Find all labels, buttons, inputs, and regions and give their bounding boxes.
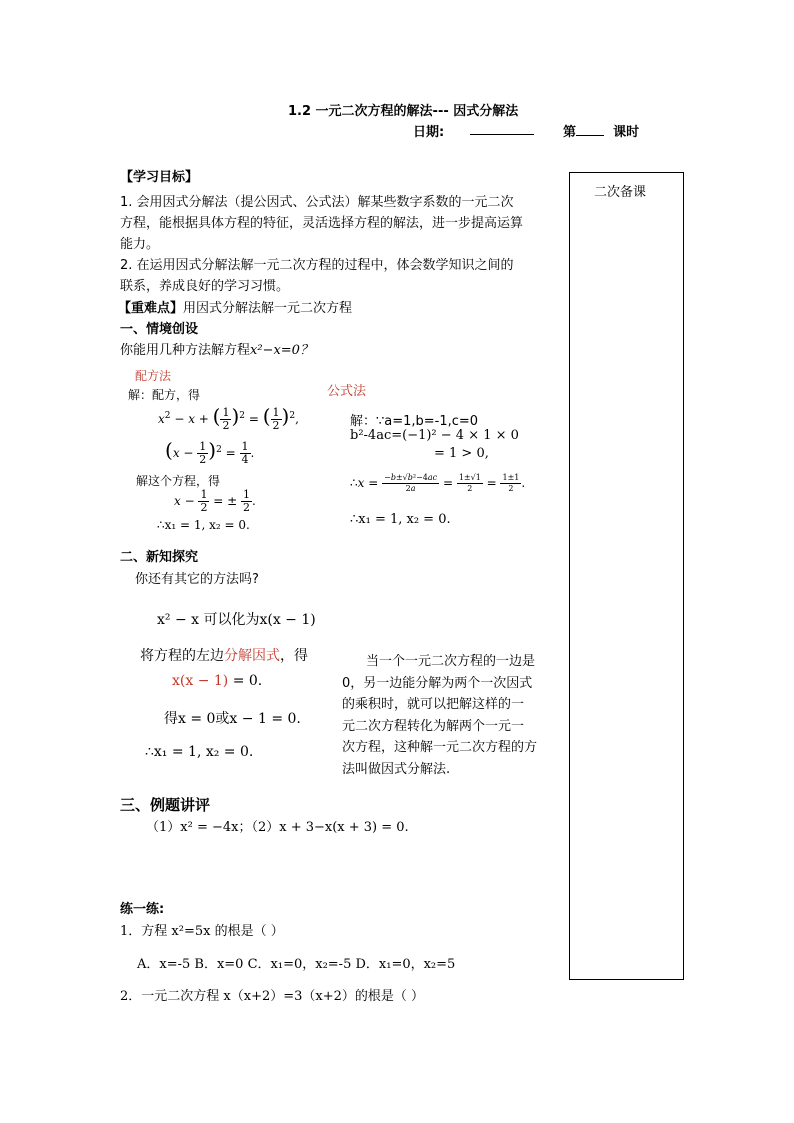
- goal-2: [120, 255, 514, 297]
- secondary-prep-title: 二次备课: [594, 185, 647, 200]
- explain-line: 法叫做因式分解法.: [342, 761, 451, 777]
- method2-line3: = 1 > 0,: [434, 446, 489, 461]
- date-blank: [470, 120, 534, 135]
- method2-result: ∴x₁ = 1, x₂ = 0.: [350, 512, 451, 527]
- practice-heading: 练一练:: [120, 902, 165, 917]
- explain-line: 0，另一边能分解为两个一次因式: [342, 675, 533, 691]
- method1-title: 配方法: [135, 369, 172, 383]
- goal-1-line: 能力。: [120, 237, 160, 252]
- method2-line2: b²-4ac=(−1)² − 4 × 1 × 0: [350, 428, 519, 443]
- example-problems: （1）x² = −4x；（2）x + 3−x(x + 3) = 0.: [146, 820, 409, 835]
- goal-1-line: 方程，能根据具体方程的特征，灵活选择方程的解法，进一步提高运算: [120, 216, 524, 231]
- practice-q1-options: A．x=-5 B．x=0 C．x₁=0，x₂=-5 D．x₁=0，x₂=5: [137, 957, 456, 972]
- method2-title: 公式法: [327, 384, 367, 399]
- goal-2-line: 联系，养成良好的学习习惯。: [120, 279, 290, 294]
- factor-intro: 将方程的左边分解因式，得: [140, 648, 308, 664]
- section1-heading: 一、情境创设: [120, 322, 199, 337]
- factor-line: x² − x 可以化为x(x − 1): [157, 612, 316, 628]
- page-title: 1.2 一元二次方程的解法--- 因式分解法: [288, 104, 519, 119]
- explain-line: 元二次方程转化为解两个一元一: [342, 718, 525, 734]
- goal-2-line: 2. 在运用因式分解法解一元二次方程的过程中，体会数学知识之间的: [120, 258, 514, 273]
- lesson-label: 第 课时: [563, 125, 640, 140]
- goal-1-line: 1. 会用因式分解法（提公因式、公式法）解某些数字系数的一元二次: [120, 195, 514, 210]
- method1-eq3: x − $\frac{1}{2}$ = ± $\frac{1}{2}$ .: [174, 488, 256, 514]
- secondary-prep-box: [569, 172, 684, 980]
- method1-result: ∴x₁ = 1, x₂ = 0.: [157, 518, 250, 532]
- method1-solve: 解：配方，得: [128, 388, 201, 402]
- explain-line: 当一个一元二次方程的一边是: [366, 654, 536, 669]
- explain-line: 次方程，这种解一元二次方程的方: [342, 740, 538, 755]
- goals-heading: 【学习目标】: [120, 170, 199, 185]
- method2-line1: 解：∵a=1,b=-1,c=0: [350, 414, 479, 429]
- section1-question: 你能用几种方法解方程x²−x=0？: [120, 343, 313, 358]
- goal-1: [120, 192, 523, 255]
- key-points: 【重难点】用因式分解法解一元二次方程: [118, 301, 353, 316]
- method1-solve2: 解这个方程，得: [136, 474, 221, 488]
- section2-question: 你还有其它的方法吗?: [135, 572, 259, 587]
- explain-line: 的乘积时，就可以把解这样的一: [342, 697, 525, 712]
- factor-get: 得x = 0或x − 1 = 0.: [164, 711, 301, 727]
- factor-method-explanation: [342, 651, 537, 780]
- factored-equation: x(x − 1) = 0.: [172, 673, 263, 689]
- date-label: 日期:: [413, 125, 445, 140]
- method1-eq1: $x^2 - x$ + ( $\frac{1}{2}$ )$^2$ = ( $\frac{1}{2}$ )$^2$,: [158, 404, 299, 432]
- method1-eq2: (x − $\frac{1}{2}$ )$^2$ = $\frac{1}{4}$ .: [165, 438, 255, 466]
- factor-result: ∴x₁ = 1, x₂ = 0.: [145, 744, 254, 760]
- practice-q1: 1．方程 x²=5x 的根是（ ）: [120, 924, 284, 939]
- practice-q2: 2．一元二次方程 x（x+2）=3（x+2）的根是（ ）: [120, 989, 425, 1004]
- section2-heading: 二、新知探究: [120, 550, 199, 565]
- section3-heading: 三、例题讲评: [120, 796, 211, 814]
- method2-formula: ∴x = $\frac{\text{−b±√b²−4ac}}{2a}$ = $\frac{1\pm√1}{2}$ = $\frac{1\pm 1}{2}$ .: [350, 473, 526, 493]
